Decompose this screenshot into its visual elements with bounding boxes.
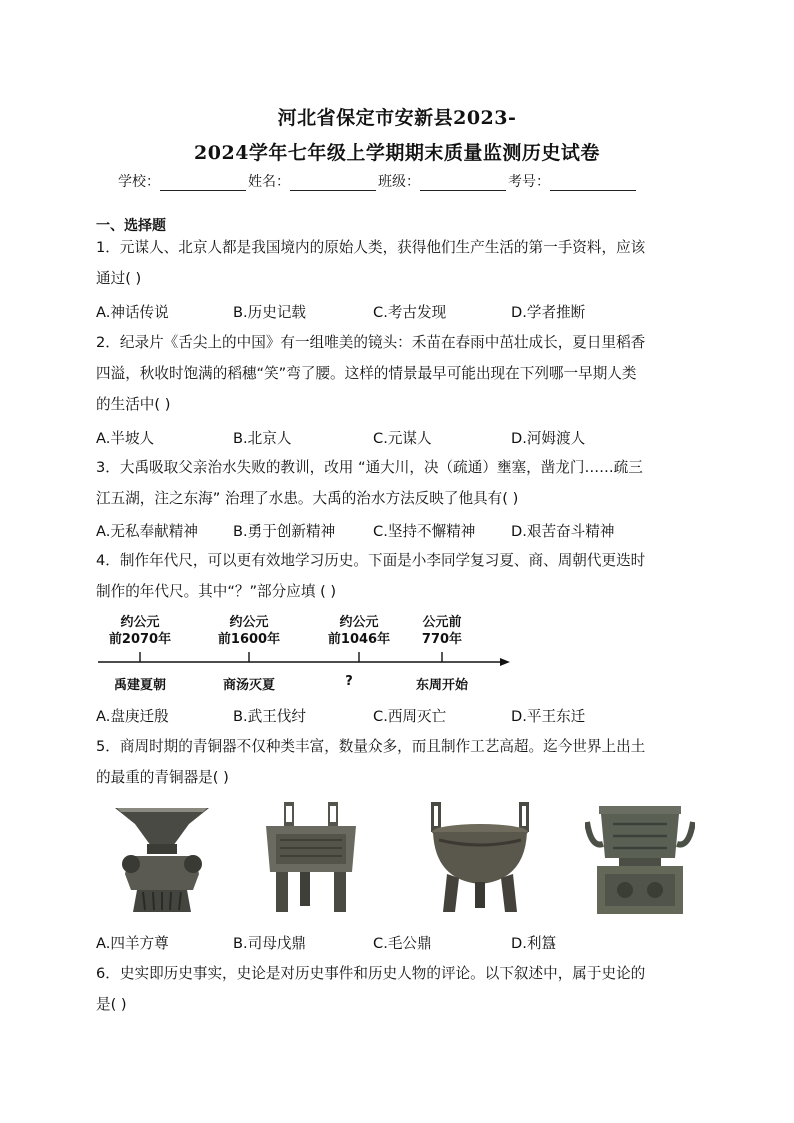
class-blank[interactable] — [420, 174, 506, 191]
ding-round-image — [425, 800, 535, 918]
q2-option-d[interactable]: D.河姆渡人 — [511, 430, 586, 447]
timeline-event-1: 禹建夏朝 — [113, 678, 166, 693]
q3-option-c[interactable]: C.坚持不懈精神 — [373, 523, 476, 540]
q2-option-c[interactable]: C.元谋人 — [373, 430, 432, 447]
q1-option-a[interactable]: A.神话传说 — [96, 304, 169, 321]
q1-text-line1: 1．元谋人、北京人都是我国境内的原始人类，获得他们生产生活的第一手资料，应该 — [96, 239, 646, 256]
timeline-date-1: 约公元 前2070年 — [108, 615, 172, 647]
school-field: 学校： — [118, 171, 248, 191]
q4-option-c[interactable]: C.西周灭亡 — [373, 708, 447, 725]
q2-text-line1: 2．纪录片《舌尖上的中国》有一组唯美的镜头：禾苗在春雨中茁壮成长，夏日里稻香 — [96, 334, 646, 351]
q3-text-line1: 3．大禹吸取父亲治水失败的教训，改用 “通大川，决（疏通）壅塞，凿龙门……疏三 — [96, 459, 643, 476]
q2-option-b[interactable]: B.北京人 — [233, 430, 292, 447]
exam-number-blank[interactable] — [550, 174, 636, 191]
exam-number-field: 考号： — [508, 171, 638, 191]
q1-option-c[interactable]: C.考古发现 — [373, 304, 447, 321]
gui-vessel-image — [585, 800, 695, 918]
timeline-date-2: 约公元 前1600年 — [217, 615, 281, 647]
school-blank[interactable] — [160, 174, 246, 191]
q4-option-b[interactable]: B.武王伐纣 — [233, 708, 307, 725]
q4-option-a[interactable]: A.盘庚迁殷 — [96, 708, 169, 725]
q4-text-line1: 4．制作年代尺，可以更有效地学习历史。下面是小李同学复习夏、商、周朝代更迭时 — [96, 552, 646, 569]
q3-option-b[interactable]: B.勇于创新精神 — [233, 523, 336, 540]
q1-option-d[interactable]: D.学者推断 — [511, 304, 586, 321]
q5-option-a[interactable]: A.四羊方尊 — [96, 935, 169, 952]
q3-option-d[interactable]: D.艰苦奋斗精神 — [511, 523, 615, 540]
q5-text-line1: 5．商周时期的青铜器不仅种类丰富，数量众多，而且制作工艺高超。迄今世界上出土 — [96, 738, 646, 755]
exam-title-line1: 河北省保定市安新县2023- — [277, 107, 517, 129]
timeline-event-2: 商汤灭夏 — [222, 678, 275, 693]
timeline-figure — [96, 612, 516, 698]
q3-option-a[interactable]: A.无私奉献精神 — [96, 523, 198, 540]
q5-option-d[interactable]: D.利簋 — [511, 935, 557, 952]
ding-square-image — [256, 800, 366, 918]
timeline-date-4: 公元前 770年 — [421, 615, 463, 647]
q5-option-c[interactable]: C.毛公鼎 — [373, 935, 432, 952]
q4-option-d[interactable]: D.平王东迁 — [511, 708, 586, 725]
q5-option-b[interactable]: B.司母戊鼎 — [233, 935, 307, 952]
q6-text-line2: 是( ) — [96, 996, 127, 1013]
student-info-row — [118, 171, 688, 191]
q2-text-line3: 的生活中( ) — [96, 396, 171, 413]
class-field: 班级： — [378, 171, 508, 191]
q2-text-line2: 四溢，秋收时饱满的稻穗“笑”弯了腰。这样的情景最早可能出现在下列哪一早期人类 — [96, 365, 637, 382]
timeline-event-3: ? — [345, 674, 353, 689]
q5-text-line2: 的最重的青铜器是( ) — [96, 769, 229, 786]
q6-text-line1: 6．史实即历史事实，史论是对历史事件和历史人物的评论。以下叙述中，属于史论的 — [96, 965, 646, 982]
q1-option-b[interactable]: B.历史记载 — [233, 304, 307, 321]
timeline-date-3: 约公元 前1046年 — [327, 615, 391, 647]
zun-vessel-image — [107, 800, 217, 918]
q4-text-line2: 制作的年代尺。其中“？”部分应填 ( ) — [96, 583, 337, 600]
timeline-event-4: 东周开始 — [415, 678, 468, 693]
exam-title-line2: 2024学年七年级上学期期末质量监测历史试卷 — [194, 142, 600, 164]
name-blank[interactable] — [290, 174, 376, 191]
q1-text-line2: 通过( ) — [96, 270, 142, 287]
name-field: 姓名： — [248, 171, 378, 191]
q3-text-line2: 江五湖，注之东海” 治理了水患。大禹的治水方法反映了他具有( ) — [96, 490, 519, 507]
section-heading: 一、选择题 — [96, 218, 166, 234]
q2-option-a[interactable]: A.半坡人 — [96, 430, 155, 447]
